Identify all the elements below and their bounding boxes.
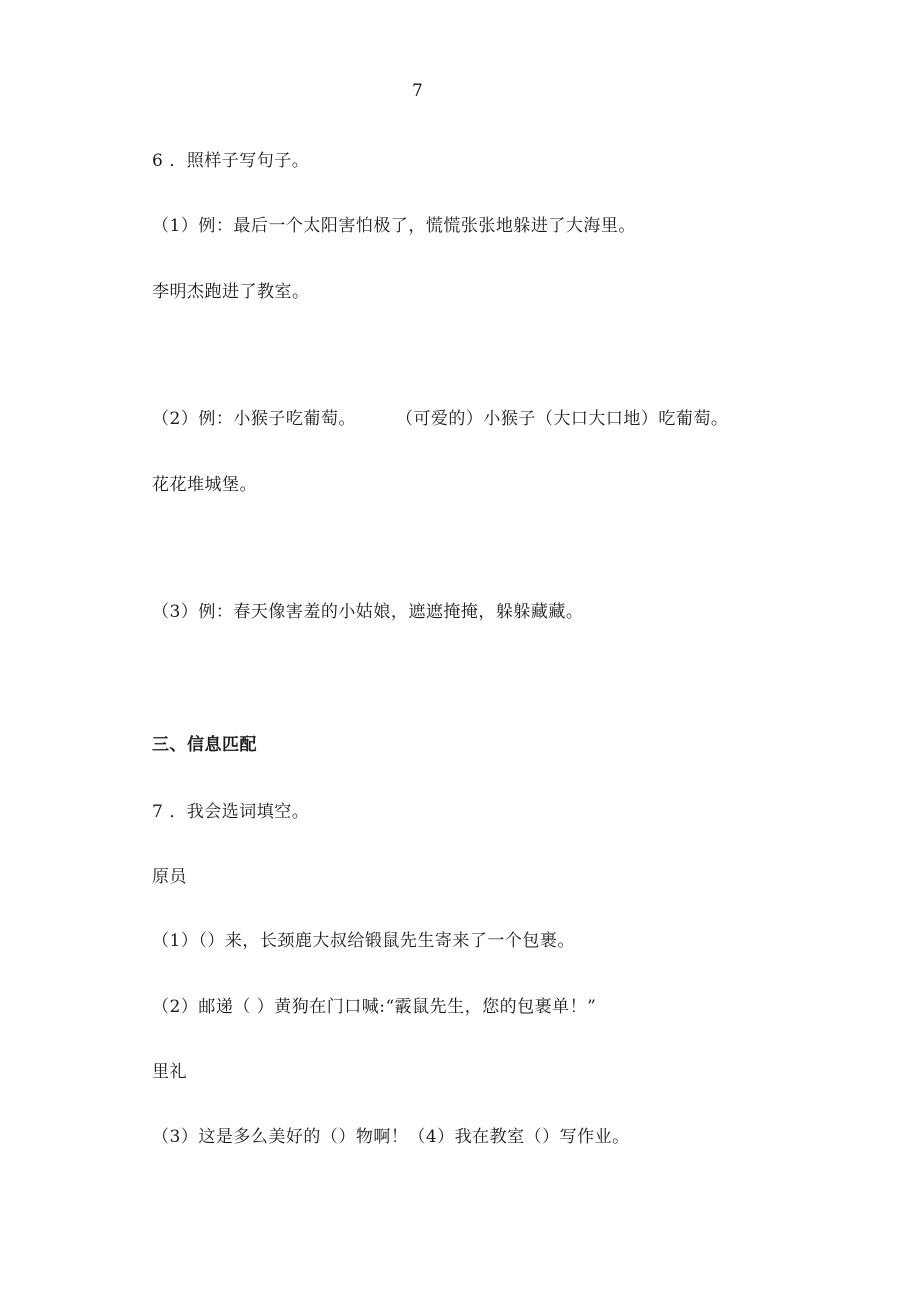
question-7-title: 7 ．我会选词填空。: [152, 802, 310, 822]
question-6-item-2-example-expanded: （可爱的）小猴子（大口大口地）吃葡萄。: [395, 409, 729, 429]
section-3-heading: 三、信息匹配: [152, 735, 257, 755]
question-6-title: 6 ．照样子写句子。: [152, 151, 310, 171]
question-7-item-2: （2）邮递（ ）黄狗在门口喊:“霰鼠先生，您的包裹单！”: [152, 997, 597, 1017]
question-7-items-3-4: （3）这是多么美好的（）物啊！（4）我在教室（）写作业。: [152, 1127, 630, 1147]
question-6-item-2-example-original: （2）例：小猴子吃葡萄。: [152, 409, 356, 429]
question-6-item-2-example: [152, 408, 728, 430]
question-6-item-1-prompt: 李明杰跑进了教室。: [152, 282, 310, 302]
question-7-item-1: （1）（）来，长颈鹿大叔给锻鼠先生寄来了一个包裹。: [152, 931, 575, 951]
question-7-word-group-1: 原员: [152, 867, 187, 887]
page-number: 7: [412, 81, 423, 101]
question-6-item-2-prompt: 花花堆城堡。: [152, 475, 257, 495]
question-7-word-group-2: 里礼: [152, 1062, 187, 1082]
question-6-item-3-example: （3）例：春天像害羞的小姑娘，遮遮掩掩，躲躲藏藏。: [152, 602, 584, 622]
question-6-item-1-example: （1）例：最后一个太阳害怕极了，慌慌张张地躲进了大海里。: [152, 216, 636, 236]
